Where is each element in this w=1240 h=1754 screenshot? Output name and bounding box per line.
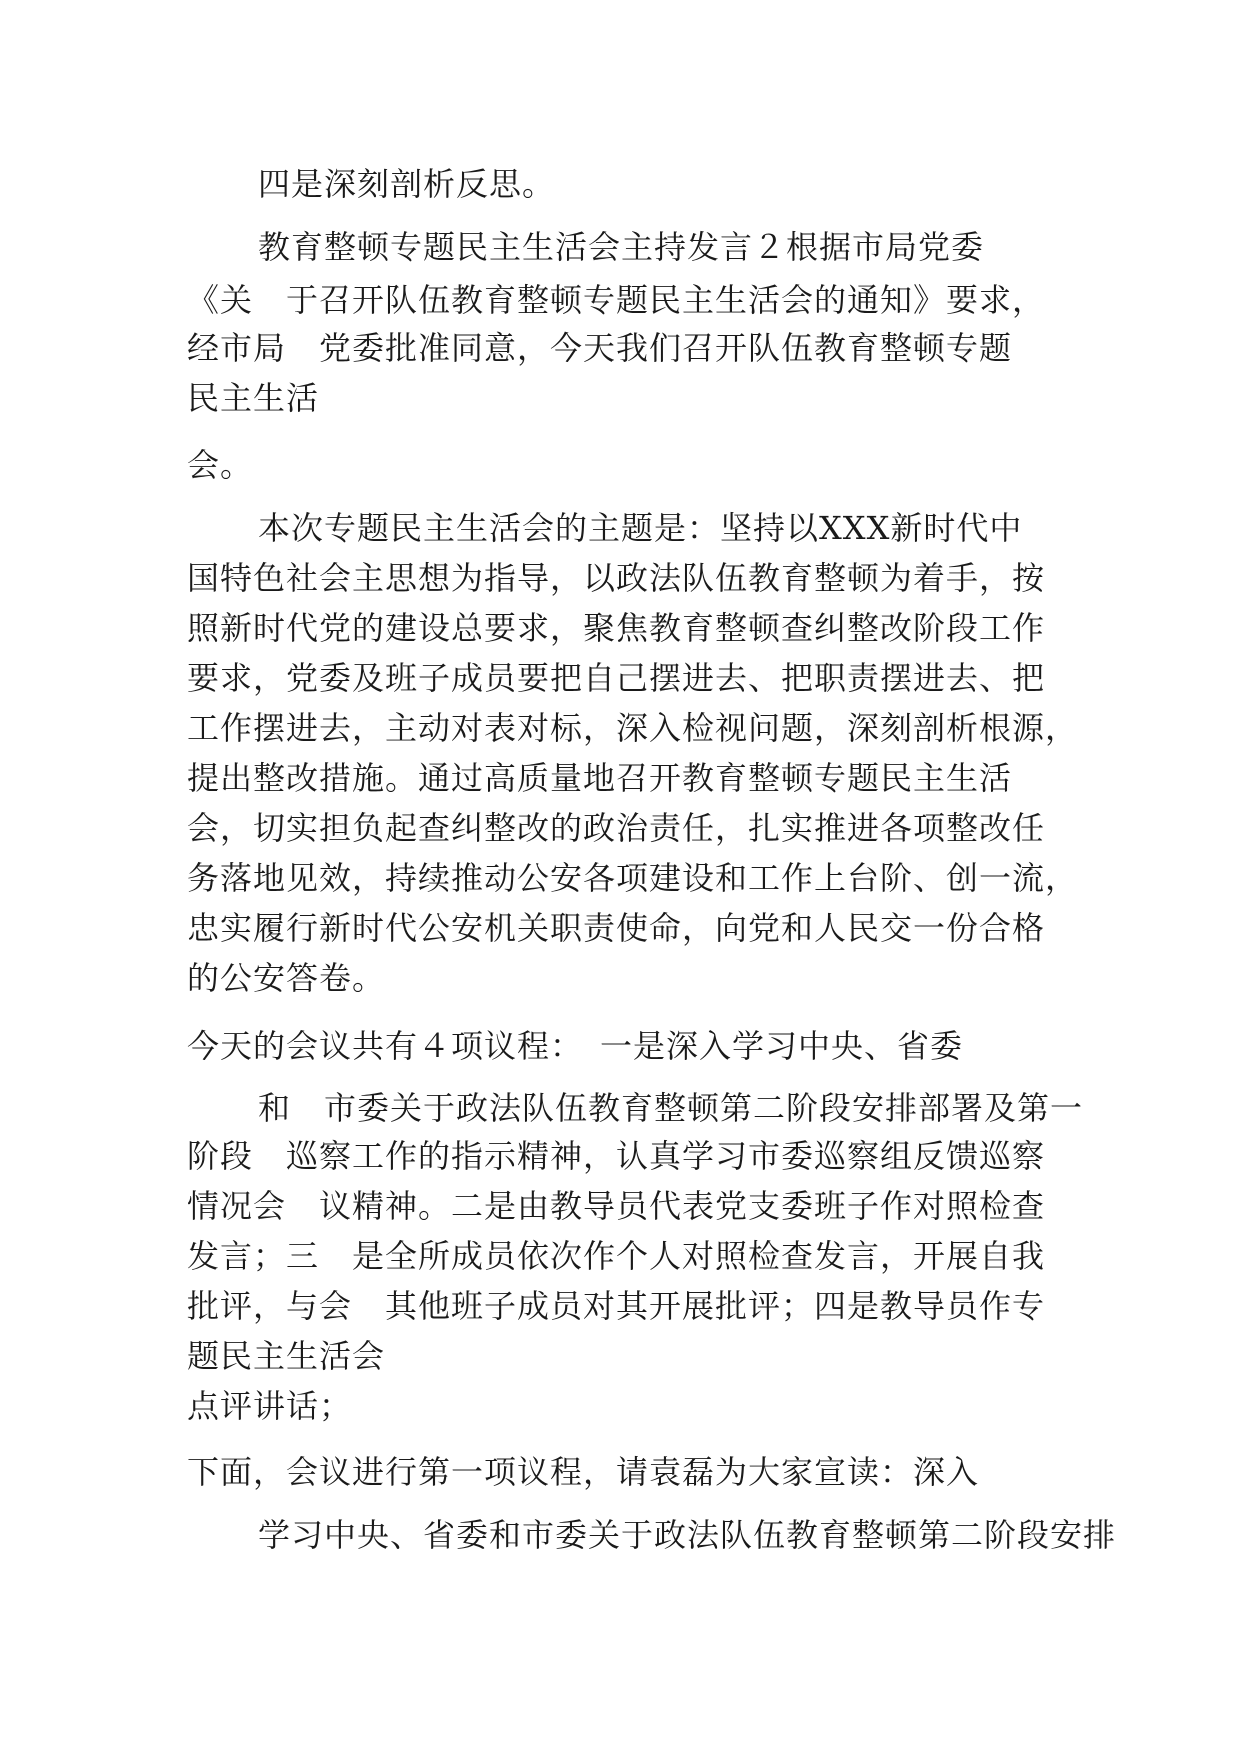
text-line: 会。 <box>187 446 254 484</box>
text-line: 学习中央、省委和市委关于政法队伍教育整顿第二阶段安排 <box>258 1516 1117 1554</box>
text-line: 会，切实担负起查纠整改的政治责任，扎实推进各项整改任 <box>187 809 1046 847</box>
text-line: 经市局 党委批准同意，今天我们召开队伍教育整顿专题 <box>187 329 1013 367</box>
text-line: 民主生活 <box>187 379 320 417</box>
text-line: 点评讲话； <box>187 1387 353 1425</box>
text-line: 和 市委关于政法队伍教育整顿第二阶段安排部署及第一 <box>258 1089 1084 1127</box>
text-line: 四是深刻剖析反思。 <box>258 165 556 203</box>
text-line: 照新时代党的建设总要求，聚焦教育整顿查纠整改阶段工作 <box>187 609 1046 647</box>
text-line: 提出整改措施。通过高质量地召开教育整顿专题民主生活 <box>187 759 1013 797</box>
text-line: 的公安答卷。 <box>187 959 386 997</box>
text-line: 阶段 巡察工作的指示精神，认真学习市委巡察组反馈巡察 <box>187 1137 1046 1175</box>
text-line: 批评，与会 其他班子成员对其开展批评；四是教导员作专 <box>187 1287 1046 1325</box>
text-line: 工作摆进去，主动对表对标，深入检视问题，深刻剖析根源， <box>187 709 1079 747</box>
text-line: 国特色社会主思想为指导，以政法队伍教育整顿为着手，按 <box>187 559 1046 597</box>
text-line: 发言；三 是全所成员依次作个人对照检查发言，开展自我 <box>187 1237 1046 1275</box>
text-line: 教育整顿专题民主生活会主持发言２根据市局党委 <box>258 228 985 266</box>
text-line: 要求，党委及班子成员要把自己摆进去、把职责摆进去、把 <box>187 659 1046 697</box>
text-line: 本次专题民主生活会的主题是：坚持以XXX新时代中 <box>258 509 1023 547</box>
text-line: 下面，会议进行第一项议程，请袁磊为大家宣读：深入 <box>187 1453 980 1491</box>
text-line: 务落地见效，持续推动公安各项建设和工作上台阶、创一流， <box>187 859 1079 897</box>
text-line: 情况会 议精神。二是由教导员代表党支委班子作对照检查 <box>187 1187 1046 1225</box>
text-line: 题民主生活会 <box>187 1337 386 1375</box>
text-line: 忠实履行新时代公安机关职责使命，向党和人民交一份合格 <box>187 909 1046 947</box>
text-line: 今天的会议共有４项议程： 一是深入学习中央、省委 <box>187 1027 964 1065</box>
text-line: 《关 于召开队伍教育整顿专题民主生活会的通知》要求， <box>187 281 1046 319</box>
